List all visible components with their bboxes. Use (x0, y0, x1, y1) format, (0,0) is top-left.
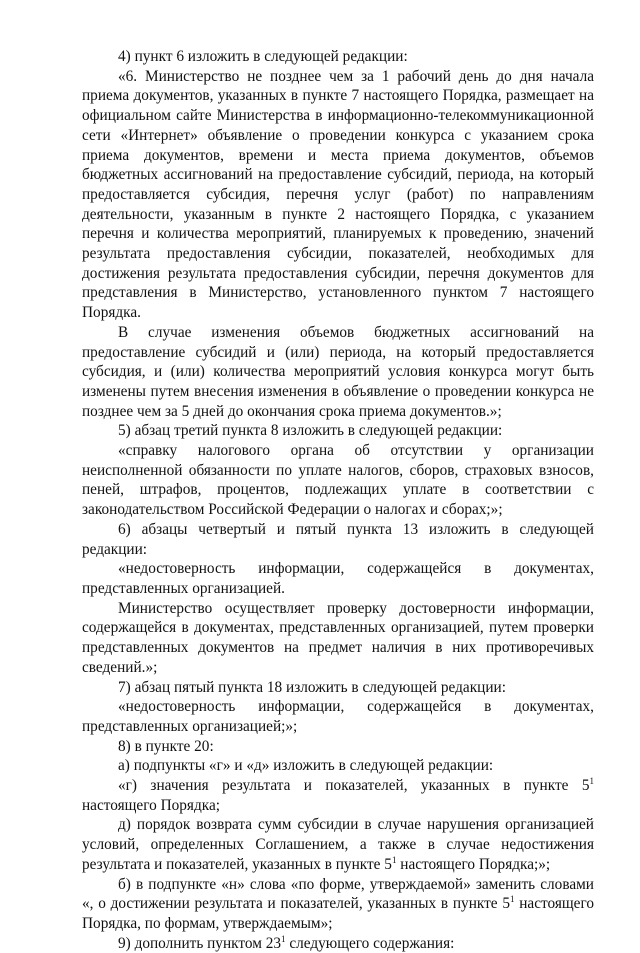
text-segment: настоящего Порядка;»; (396, 855, 551, 873)
text-segment: «справку налогового органа об отсутствии у организации неисполненной обязанности по уплате налогов, сборов, страховых взносов, пеней, штрафов, процентов, подлежащих уплате в соответствии с законодательством Российской Федерации о налогах и сборах;»; (82, 442, 594, 519)
paragraph-p6 (82, 520, 594, 559)
paragraph-p15 (82, 875, 594, 934)
paragraph-p14 (82, 815, 594, 874)
text-segment: 9) дополнить пунктом 23 (118, 934, 282, 952)
text-segment: 7) абзац пятый пункта 18 изложить в следующей редакции: (118, 678, 506, 696)
paragraph-p5 (82, 441, 594, 520)
text-segment: В случае изменения объемов бюджетных ассигнований на предоставление субсидий и (или) периода, на который предоставляется субсидия, и (или) количества мероприятий условия конкурса могут быть изменены путем внесения изменения в объявление о проведении конкурса не позднее чем за 5 дней до окончания срока приема документов.»; (82, 323, 594, 420)
paragraph-p12 (82, 756, 594, 776)
text-segment: 8) в пункте 20: (118, 737, 214, 755)
text-segment: д) порядок возврата сумм субсидии в случае нарушения организацией условий, определенных Соглашением, а также в случае недостижения результата и показателей, указанных в пункте 5 (82, 816, 594, 873)
paragraph-p8 (82, 599, 594, 678)
text-segment: «г) значения результата и показателей, указанных в пункте 5 (118, 777, 590, 795)
text-segment: 6) абзацы четвертый и пятый пункта 13 изложить в следующей редакции: (82, 520, 594, 558)
text-segment: б) в подпункте «н» слова «по форме, утверждаемой» заменить словами «, о достижении результата и показателей, указанных в пункте 5 (82, 875, 594, 913)
superscript-index: 1 (391, 854, 397, 865)
text-segment: «недостоверность информации, содержащейся в документах, представленных организацией. (82, 560, 594, 597)
superscript-index: 1 (589, 776, 594, 787)
paragraph-p13 (82, 776, 594, 815)
text-segment: 5) абзац третий пункта 8 изложить в следующей редакции: (118, 422, 503, 440)
superscript-index: 1 (281, 933, 286, 944)
paragraph-p7 (82, 559, 594, 598)
text-segment: а) подпункты «г» и «д» изложить в следующей редакции: (118, 757, 494, 775)
text-segment: следующего содержания: (285, 934, 455, 952)
paragraph-p4 (82, 421, 594, 441)
paragraph-p16 (82, 934, 594, 953)
text-segment: настоящего Порядка; (82, 796, 220, 814)
paragraph-p1 (82, 47, 594, 67)
text-segment: «6. Министерство не позднее чем за 1 рабочий день до дня начала приема документов, указанных в пункте 7 настоящего Порядка, размещает на официальном сайте Министерства в информационно-телекоммуникационной сети «Интернет» объявление о проведении конкурса с указанием срока приема документов, времени и места приема документов, объемов бюджетных ассигнований на предоставление субсидий, периода, на который предоставляется субсидия, перечня услуг (работ) по направлениям деятельности, указанным в пункте 2 настоящего Порядка, с указанием перечня и количества мероприятий, планируемых к проведению, значений результата предоставления субсидии, показателей, необходимых для достижения результата предоставления субсидии, перечня документов для представления в Министерство, установленного пунктом 7 настоящего Порядка. (82, 67, 594, 322)
paragraph-p10 (82, 697, 594, 736)
text-segment: настоящего Порядка, по формам, утверждаемым»; (82, 895, 594, 932)
paragraph-p2 (82, 67, 594, 323)
paragraph-p9 (82, 678, 594, 698)
text-segment: Министерство осуществляет проверку достоверности информации, содержащейся в документах, представленных организацией, путем проверки представленных документов на предмет наличия в них противоречивых сведений.»; (82, 599, 594, 676)
document-body (82, 47, 594, 953)
superscript-index: 1 (510, 894, 515, 905)
paragraph-p3 (82, 323, 594, 422)
text-segment: 4) пункт 6 изложить в следующей редакции: (118, 48, 408, 65)
text-segment: «недостоверность информации, содержащейся в документах, представленных организацией;»; (82, 698, 594, 735)
paragraph-p11 (82, 737, 594, 757)
